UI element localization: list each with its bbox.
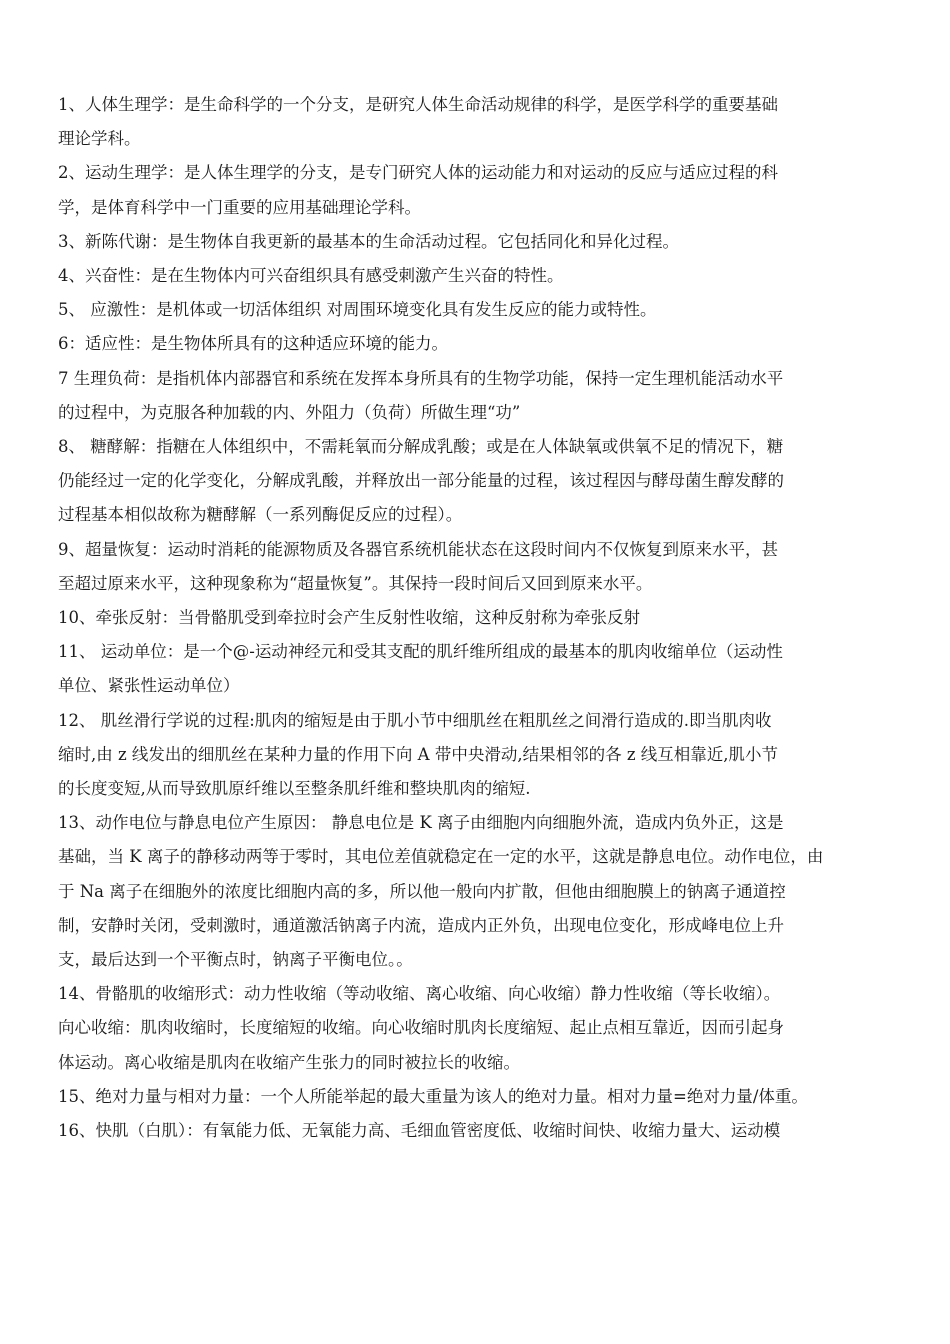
text-line: 的过程中，为克服各种加载的内、外阻力（负荷）所做生理“功”	[58, 402, 521, 422]
text-line: 于 Na 离子在细胞外的浓度比细胞内高的多，所以他一般向内扩散，但他由细胞膜上的钠离子通道控	[58, 881, 786, 901]
text-line: 10、牵张反射：当骨骼肌受到牵拉时会产生反射性收缩，这种反射称为牵张反射	[58, 608, 640, 628]
text-line: 12、 肌丝滑行学说的过程:肌肉的缩短是由于肌小节中细肌丝在粗肌丝之间滑行造成的.即当肌肉收	[58, 710, 772, 730]
text-line: 制，安静时关闭，受刺激时，通道激活钠离子内流，造成内正外负，出现电位变化，形成峰电位上升	[58, 915, 784, 935]
text-line: 9、超量恢复：运动时消耗的能源物质及各器官系统机能状态在这段时间内不仅恢复到原来水平，甚	[58, 539, 778, 559]
text-line: 1、人体生理学：是生命科学的一个分支，是研究人体生命活动规律的科学，是医学科学的重要基础	[58, 95, 778, 114]
document-body	[58, 88, 910, 1148]
text-line: 3、新陈代谢：是生物体自我更新的最基本的生命活动过程。它包括同化和异化过程。	[58, 231, 679, 251]
text-line: 基础，当 K 离子的静移动两等于零时，其电位差值就稳定在一定的水平，这就是静息电位。动作电位，由	[58, 847, 824, 867]
text-line: 单位、紧张性运动单位）	[58, 676, 240, 696]
text-line: 11、 运动单位：是一个@-运动神经元和受其支配的肌纤维所组成的最基本的肌肉收缩单位（运动性	[58, 642, 783, 662]
text-line: 7 生理负荷：是指机体内部器官和系统在发挥本身所具有的生物学功能，保持一定生理机能活动水平	[58, 368, 784, 388]
definition-entry-8	[58, 430, 910, 533]
text-line: 的长度变短,从而导致肌原纤维以至整条肌纤维和整块肌肉的缩短.	[58, 779, 531, 799]
text-line: 过程基本相似故称为糖酵解（一系列酶促反应的过程）。	[58, 505, 463, 525]
text-line: 至超过原来水平，这种现象称为“超量恢复”。其保持一段时间后又回到原来水平。	[58, 573, 653, 593]
definition-entry-9	[58, 533, 910, 601]
definition-entry-5	[58, 293, 910, 327]
definition-entry-13	[58, 806, 910, 977]
text-line: 缩时,由 z 线发出的细肌丝在某种力量的作用下向 A 带中央滑动,结果相邻的各 z 线互相靠近,肌小节	[58, 744, 779, 764]
text-line: 体运动。离心收缩是肌肉在收缩产生张力的同时被拉长的收缩。	[58, 1052, 520, 1072]
text-line: 4、兴奋性：是在生物体内可兴奋组织具有感受刺激产生兴奋的特性。	[58, 266, 564, 286]
text-line: 学，是体育科学中一门重要的应用基础理论学科。	[58, 197, 421, 217]
definition-entry-2	[58, 156, 910, 224]
text-line: 支，最后达到一个平衡点时，钠离子平衡电位。。	[58, 950, 413, 970]
text-line: 14、骨骼肌的收缩形式：动力性收缩（等动收缩、离心收缩、向心收缩）静力性收缩（等长收缩）。	[58, 984, 781, 1004]
text-line: 8、 糖酵解：指糖在人体组织中，不需耗氧而分解成乳酸；或是在人体缺氧或供氧不足的情况下，糖	[58, 437, 784, 457]
definition-entry-10	[58, 601, 910, 635]
text-line: 理论学科。	[58, 129, 141, 149]
text-line: 5、 应激性：是机体或一切活体组织 对周围环境变化具有发生反应的能力或特性。	[58, 300, 657, 320]
text-line: 向心收缩：肌肉收缩时，长度缩短的收缩。向心收缩时肌肉长度缩短、起止点相互靠近，因而引起身	[58, 1018, 784, 1038]
text-line: 2、运动生理学：是人体生理学的分支，是专门研究人体的运动能力和对运动的反应与适应过程的科	[58, 163, 778, 183]
definition-entry-16	[58, 1114, 910, 1148]
text-line: 仍能经过一定的化学变化，分解成乳酸，并释放出一部分能量的过程，该过程因与酵母菌生醇发酵的	[58, 471, 784, 491]
definition-entry-6	[58, 327, 910, 361]
definition-entry-7	[58, 362, 910, 430]
text-line: 13、动作电位与静息电位产生原因： 静息电位是 K 离子由细胞内向细胞外流，造成内负外正，这是	[58, 813, 784, 833]
definition-entry-15	[58, 1080, 910, 1114]
definition-entry-1	[58, 88, 910, 156]
text-line: 6：适应性：是生物体所具有的这种适应环境的能力。	[58, 334, 448, 354]
definition-entry-3	[58, 225, 910, 259]
definition-entry-12	[58, 704, 910, 807]
definition-entry-11	[58, 635, 910, 703]
text-line: 16、快肌（白肌）：有氧能力低、无氧能力高、毛细血管密度低、收缩时间快、收缩力量大、运动模	[58, 1121, 781, 1141]
text-line: 15、绝对力量与相对力量：一个人所能举起的最大重量为该人的绝对力量。相对力量=绝对力量/体重。	[58, 1086, 808, 1106]
definition-entry-4	[58, 259, 910, 293]
definition-entry-14	[58, 977, 910, 1080]
